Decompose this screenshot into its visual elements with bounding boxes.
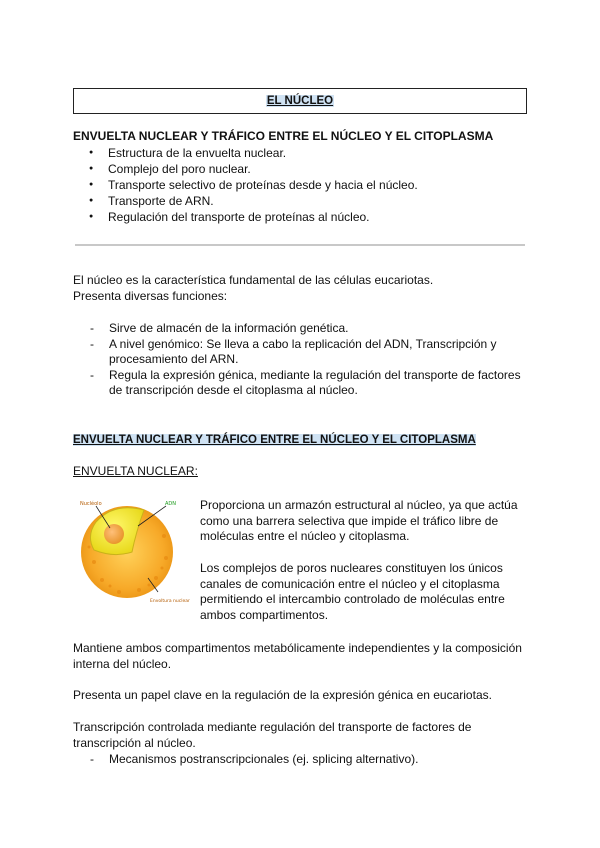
list-item: ● Transporte de ARN. xyxy=(73,193,533,209)
list-item: - Mecanismos postranscripcionales (ej. splicing alternativo). xyxy=(73,752,528,768)
list-item: ● Estructura de la envuelta nuclear. xyxy=(73,145,533,161)
paragraph-gene-expression: Presenta un papel clave en la regulación de la expresión génica en eucariotas. xyxy=(73,688,492,702)
paragraph-pore-complexes: Los complejos de poros nucleares constituyen los únicos canales de comunicación entre el núcleo y el citoplasma permitiendo el intercambio controlado de moléculas entre ambos compartimentos. xyxy=(200,561,505,622)
list-item: - A nivel genómico: Se lleva a cabo la replicación del ADN, Transcripción y procesamiento del ARN. xyxy=(73,337,528,368)
label-adn: ADN xyxy=(165,501,177,507)
list-item: ● Transporte selectivo de proteínas desde y hacia el núcleo. xyxy=(73,177,533,193)
section2-subheading: ENVUELTA NUCLEAR: xyxy=(73,464,198,478)
intro-line-1: El núcleo es la característica fundamental de las células eucariotas. xyxy=(73,273,434,287)
nucleolus-shape xyxy=(104,524,124,544)
section1-heading: ENVUELTA NUCLEAR Y TRÁFICO ENTRE EL NÚCLEO Y EL CITOPLASMA xyxy=(73,129,494,143)
list-item: ● Complejo del poro nuclear. xyxy=(73,161,533,177)
divider xyxy=(75,244,525,246)
nucleus-illustration xyxy=(74,492,190,614)
paragraph-compartments: Mantiene ambos compartimentos metabólicamente independientes y la composición interna del núcleo. xyxy=(73,641,522,671)
label-nucleolo: Nucléolo xyxy=(80,501,102,507)
paragraph-transcription-control: Transcripción controlada mediante regulación del transporte de factores de transcripción al núcleo. xyxy=(73,720,472,750)
page-title: EL NÚCLEO xyxy=(266,95,334,107)
functions-list xyxy=(73,321,528,399)
label-envelope: Envoltura nuclear xyxy=(150,599,190,604)
list-item: ● Regulación del transporte de proteínas al núcleo. xyxy=(73,209,533,225)
section2-heading: ENVUELTA NUCLEAR Y TRÁFICO ENTRE EL NÚCLEO Y EL CITOPLASMA xyxy=(73,434,476,446)
paragraph-envelope-function: Proporciona un armazón estructural al núcleo, ya que actúa como una barrera selectiva que impide el tráfico libre de moléculas entre el núcleo y citoplasma. xyxy=(200,498,518,543)
list-item: - Regula la expresión génica, mediante la regulación del transporte de factores de transcripción desde el citoplasma al núcleo. xyxy=(73,368,528,399)
list-item: - Sirve de almacén de la información genética. xyxy=(73,321,528,337)
section2-heading-row xyxy=(73,432,543,448)
intro-line-2: Presenta diversas funciones: xyxy=(73,289,228,303)
mechanisms-list xyxy=(73,752,528,768)
section1-bullet-list xyxy=(73,145,533,225)
title-box xyxy=(73,88,527,114)
